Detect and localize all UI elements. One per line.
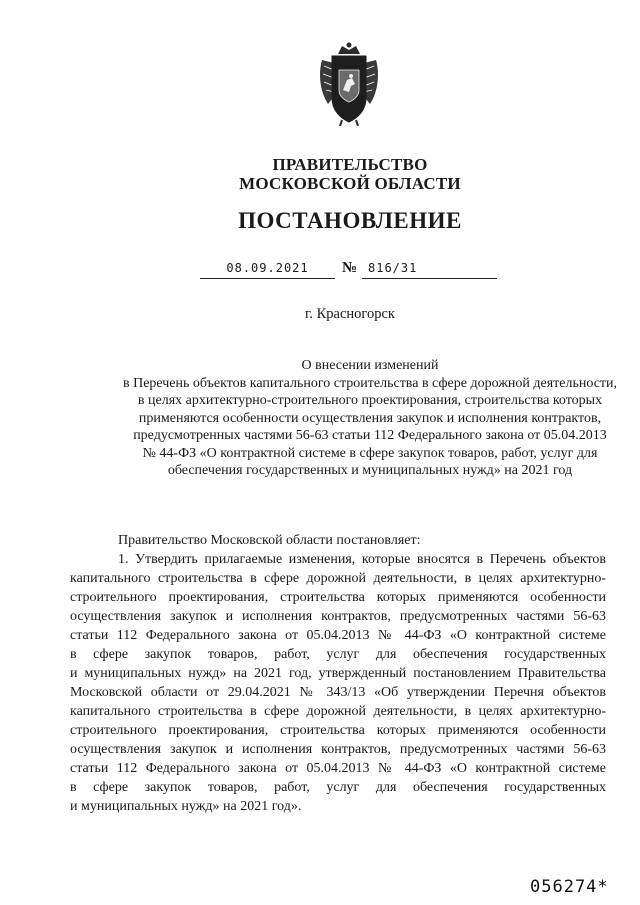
paragraph-line: капитального строительства в сфере дорожной деятельности, в целях архитектурно- (70, 704, 606, 719)
decree-date: 08.09.2021 (200, 258, 335, 279)
decree-number: 816/31 (362, 258, 497, 279)
paragraph-line: строительного проектирования, строительства которых применяются особенности (70, 723, 606, 738)
government-title-line2: МОСКОВСКОЙ ОБЛАСТИ (239, 174, 461, 193)
document-type-title: ПОСТАНОВЛЕНИЕ (238, 208, 462, 233)
subject-line: О внесении изменений (301, 358, 439, 373)
paragraph-line: капитального строительства в сфере дорожной деятельности, в целях архитектурно- (70, 571, 606, 586)
registration-line (200, 258, 500, 280)
decree-subject (70, 357, 640, 480)
paragraph-line: осуществления закупок и исполнения контрактов, предусмотренных частями 56-63 (70, 609, 606, 624)
paragraph-line: и муниципальных нужд» на 2021 год». (70, 799, 302, 814)
subject-line: предусмотренных частями 56-63 статьи 112 Федерального закона от 05.04.2013 (133, 428, 607, 443)
body-intro: Правительство Московской области постановляет: (118, 533, 421, 548)
subject-line: обеспечения государственных и муниципальных нужд» на 2021 год (167, 463, 573, 478)
paragraph-line: статьи 112 Федерального закона от 05.04.2013 № 44-ФЗ «О контрактной системе (70, 628, 606, 643)
subject-line: № 44-ФЗ «О контрактной системе в сфере закупок товаров, работ, услуг для (142, 445, 598, 461)
number-sign: № (342, 260, 358, 276)
government-title-line1: ПРАВИТЕЛЬСТВО (272, 155, 428, 174)
paragraph-line: в сфере закупок товаров, работ, услуг для обеспечения государственных (70, 647, 606, 662)
paragraph-line: осуществления закупок и исполнения контрактов, предусмотренных частями 56-63 (70, 742, 606, 757)
subject-line: в Перечень объектов капитального строительства в сфере дорожной деятельности, (122, 375, 618, 391)
paragraph-line: и муниципальных нужд» на 2021 год, утвержденный постановлением Правительства (70, 666, 606, 681)
paragraph-line: статьи 112 Федерального закона от 05.04.2013 № 44-ФЗ «О контрактной системе (70, 761, 606, 776)
city-name: г. Красногорск (305, 306, 395, 322)
subject-line: применяются особенности осуществления закупок и исполнения контрактов, (138, 410, 602, 426)
decree-body (70, 531, 606, 816)
subject-line: в целях архитектурно-строительного проектирования, строительства которых (137, 393, 603, 408)
paragraph-line: 1. Утвердить прилагаемые изменения, которые вносятся в Перечень объектов (118, 552, 606, 567)
serial-number-stamp: 056274* (530, 877, 609, 897)
paragraph-line: Московской области от 29.04.2021 № 343/13 «Об утверждении Перечня объектов (70, 685, 606, 700)
paragraph-line: в сфере закупок товаров, работ, услуг для обеспечения государственных (70, 780, 606, 795)
coat-of-arms-emblem (316, 40, 382, 126)
paragraph-line: строительного проектирования, строительства которых применяются особенности (70, 590, 606, 605)
